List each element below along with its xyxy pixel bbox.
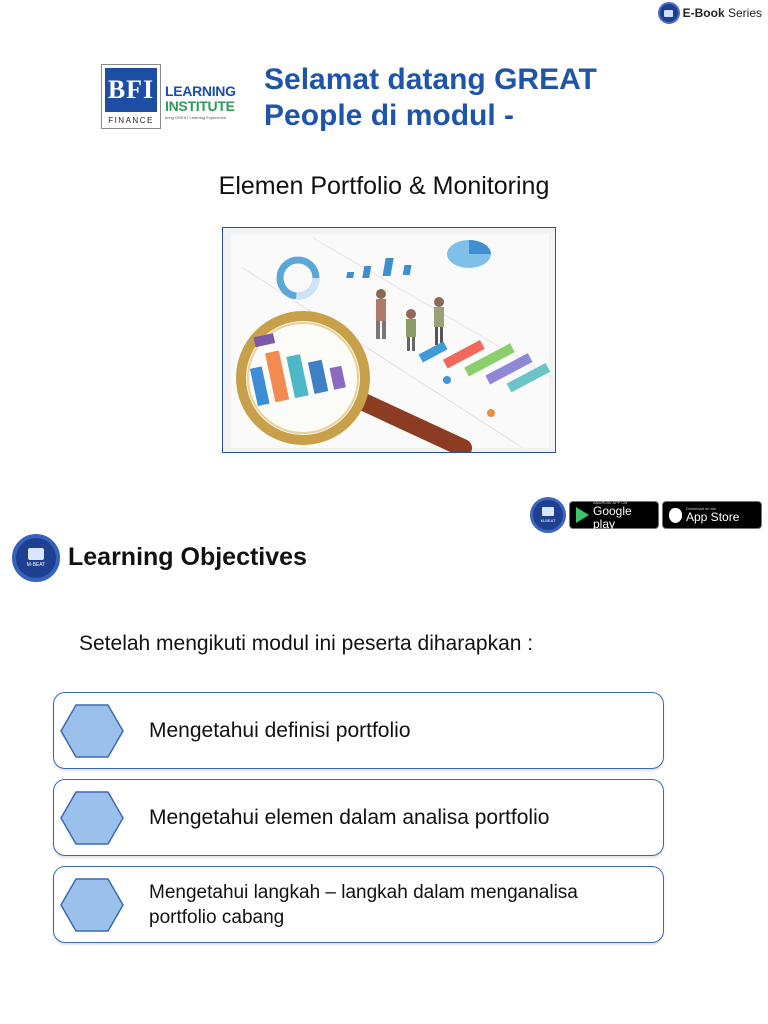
bfi-learning-institute-logo [101, 64, 237, 129]
mbeat-emblem-icon [658, 2, 680, 24]
objective-card [53, 779, 664, 856]
welcome-heading [264, 62, 597, 134]
objective-text: Mengetahui elemen dalam analisa portfolio [149, 805, 550, 829]
section-title: Learning Objectives [68, 543, 307, 571]
logo-institute: INSTITUTE [165, 98, 235, 114]
apple-icon [669, 508, 682, 523]
welcome-line-1: Selamat datang GREAT [264, 63, 597, 96]
module-title: Elemen Portfolio & Monitoring [218, 172, 550, 200]
bfi-mark: BFI [105, 68, 157, 112]
objective-text: Mengetahui langkah – langkah dalam menganalisa portfolio cabang [149, 881, 578, 928]
bfi-finance: FINANCE [108, 116, 154, 125]
ebook-series-badge [658, 2, 762, 24]
google-play-badge[interactable] [569, 501, 659, 529]
ebook-brand: E-Book [682, 6, 725, 20]
google-play-small: ANDROID APP ON [593, 499, 628, 505]
app-store-badges [530, 497, 762, 533]
hexagon-icon [60, 878, 124, 932]
portfolio-illustration [222, 227, 556, 453]
app-store-small: Download on the [686, 506, 717, 511]
intro-text: Setelah mengikuti modul ini peserta diharapkan : [79, 632, 534, 655]
google-play-icon [576, 507, 589, 523]
magnifier-charts-image [223, 228, 556, 453]
hexagon-icon [60, 704, 124, 758]
objective-text: Mengetahui definisi portfolio [149, 718, 411, 742]
hexagon-icon [60, 791, 124, 845]
mbeat-section-label: M-BEAT [26, 562, 46, 568]
objective-card [53, 692, 664, 769]
mbeat-app-label: M-BEAT [540, 518, 556, 523]
mbeat-section-icon [12, 534, 60, 582]
mbeat-app-icon[interactable] [530, 497, 566, 533]
app-store-label: App Store [686, 510, 740, 524]
welcome-line-2: People di modul - [264, 99, 515, 132]
app-store-badge[interactable] [662, 501, 762, 529]
ebook-series: Series [727, 6, 762, 20]
objective-card [53, 866, 664, 943]
logo-tagline: bring GREAT Learning Experience [165, 115, 227, 120]
google-play-label: Google play [593, 503, 632, 531]
logo-learning: LEARNING [165, 83, 236, 99]
